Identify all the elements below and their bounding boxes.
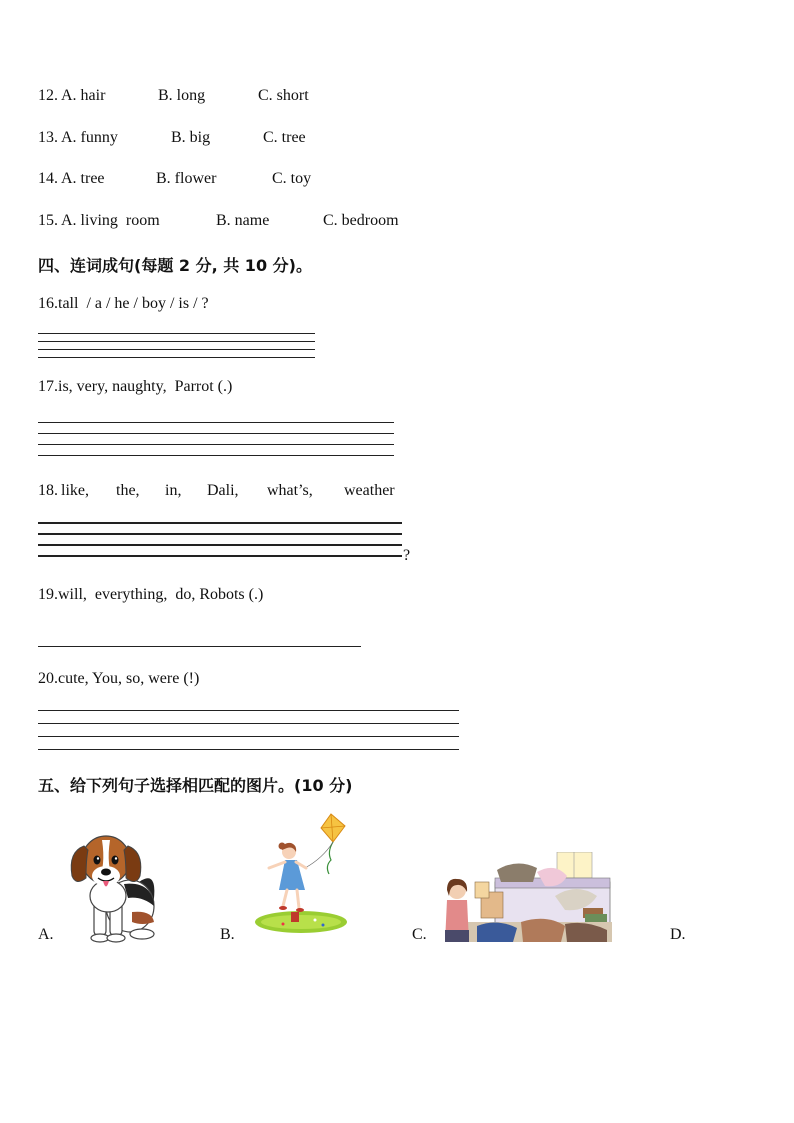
question-number: 14. — [38, 170, 58, 187]
option-b: B. long — [158, 87, 206, 104]
answer-line — [38, 357, 315, 358]
option-a: A. hair — [61, 87, 106, 104]
answer-line — [38, 341, 315, 342]
question-18 — [38, 482, 418, 504]
answer-line — [38, 749, 459, 750]
option-a: A. funny — [61, 129, 118, 146]
answer-line — [38, 533, 402, 535]
question-15 — [38, 212, 438, 234]
option-c: C. toy — [272, 170, 312, 187]
option-c: C. short — [258, 87, 309, 104]
question-number: 17. — [38, 378, 58, 395]
option-b: B. flower — [156, 170, 217, 187]
word: the, — [116, 482, 140, 499]
word: like, — [61, 482, 89, 499]
section-5-title: 五、给下列句子选择相匹配的图片。(10 分) — [38, 776, 353, 795]
answer-line — [38, 333, 315, 334]
option-c: C. bedroom — [323, 212, 399, 229]
question-number: 20. — [38, 670, 58, 687]
question-mark: ? — [403, 547, 411, 564]
word: Dali, — [207, 482, 239, 499]
answer-line — [38, 349, 315, 350]
question-16 — [38, 295, 209, 313]
word: what’s, — [267, 482, 313, 499]
question-17 — [38, 378, 232, 396]
question-number: 13. — [38, 129, 58, 146]
answer-line — [38, 433, 394, 434]
answer-line — [38, 710, 459, 711]
answer-line — [38, 455, 394, 456]
question-14 — [38, 170, 418, 192]
picture-beagle-dog — [62, 826, 162, 944]
answer-line — [38, 646, 361, 647]
question-number: 12. — [38, 87, 58, 104]
option-a: A. tree — [61, 170, 105, 187]
question-13 — [38, 129, 418, 151]
answer-line — [38, 736, 459, 737]
answer-line — [38, 422, 394, 423]
picture-label-b: B. — [220, 926, 235, 943]
option-b: B. big — [171, 129, 211, 146]
option-a: A. living room — [61, 212, 160, 229]
question-number: 19. — [38, 586, 58, 603]
option-c: C. tree — [263, 129, 306, 146]
picture-label-a: A. — [38, 926, 54, 943]
question-20 — [38, 670, 199, 688]
question-text: will, everything, do, Robots (.) — [58, 586, 264, 603]
question-text: tall / a / he / boy / is / ? — [58, 295, 209, 312]
question-text: is, very, naughty, Parrot (.) — [58, 378, 233, 395]
word: in, — [165, 482, 182, 499]
answer-line — [38, 555, 402, 557]
answer-line — [38, 544, 402, 546]
answer-line — [38, 723, 459, 724]
question-number: 15. — [38, 212, 58, 229]
word: weather — [344, 482, 395, 499]
picture-label-d: D. — [670, 926, 686, 943]
picture-messy-bedroom — [437, 852, 612, 942]
question-number: 18. — [38, 482, 58, 499]
picture-girl-flying-kite — [253, 812, 349, 940]
option-b: B. name — [216, 212, 270, 229]
answer-line — [38, 444, 394, 445]
picture-label-c: C. — [412, 926, 427, 943]
answer-line — [38, 522, 402, 524]
question-number: 16. — [38, 295, 58, 312]
question-text: cute, You, so, were (!) — [58, 670, 200, 687]
section-4-title: 四、连词成句(每题 2 分, 共 10 分)。 — [38, 256, 312, 275]
question-19 — [38, 586, 263, 604]
question-12 — [38, 87, 418, 109]
